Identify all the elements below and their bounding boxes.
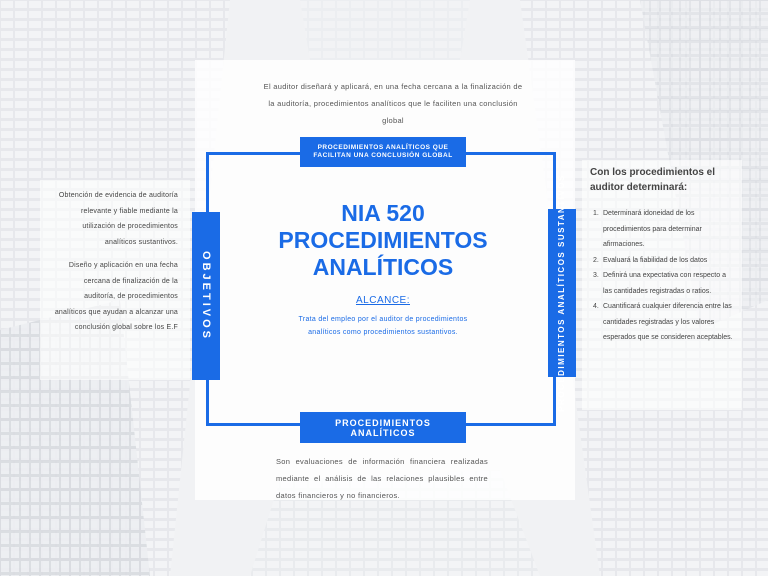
list-item xyxy=(593,268,733,299)
right-label-box xyxy=(548,174,576,412)
page-title xyxy=(250,200,516,281)
list-number: 3. xyxy=(593,272,599,279)
list-number: 4. xyxy=(593,303,599,310)
determinations-list xyxy=(593,206,733,346)
left-label-box xyxy=(192,212,220,380)
list-item-text: Evaluará la fiabilidad de los datos xyxy=(603,256,708,264)
right-label-text: PROCEDIMIENTOS ANALÍTICOS SUSTANTIVOS xyxy=(557,174,566,412)
top-label-box xyxy=(300,137,466,167)
list-item-text: Definirá una expectativa con respecto a las cantidades registradas o ratios. xyxy=(603,272,726,295)
list-number: 1. xyxy=(593,210,599,217)
title-line-1: NIA 520 xyxy=(341,200,425,226)
top-description: El auditor diseñará y aplicará, en una fecha cercana a la finalización de la auditoría, procedimientos analíticos que le faciliten una conclusión global xyxy=(263,82,523,125)
left-label-text: OBJETIVOS xyxy=(200,251,212,341)
list-item-text: Determinará idoneidad de los procedimientos para determinar afirmaciones. xyxy=(603,210,702,248)
bottom-label-box xyxy=(300,412,466,443)
objective-2: Diseño y aplicación en una fecha cercana de finalización de la auditoría, de procedimientos analíticos que ayudan a alcanzar una conclusión global sobre los E.F xyxy=(54,262,178,331)
diagram-frame xyxy=(206,152,556,426)
bottom-label-text: PROCEDIMIENTOS ANALÍTICOS xyxy=(335,417,431,438)
list-item-text: Cuantificará cualquier diferencia entre las cantidades registradas y los valores esperados que se consideren aceptables. xyxy=(603,303,733,341)
list-item xyxy=(593,299,733,346)
list-item xyxy=(593,206,733,253)
list-item xyxy=(593,253,733,269)
alcance-text: Trata del empleo por el auditor de procedimientos analíticos como procedimientos sustantivos. xyxy=(298,316,468,336)
title-line-2: PROCEDIMIENTOS xyxy=(278,227,488,253)
objective-1: Obtención de evidencia de auditoría relevante y fiable mediante la utilización de procedimientos analíticos sustantivos. xyxy=(58,192,178,246)
title-line-3: ANALÍTICOS xyxy=(312,254,454,280)
alcance-heading: ALCANCE: xyxy=(355,295,410,306)
list-number: 2. xyxy=(593,256,599,264)
bottom-description: Son evaluaciones de información financiera realizadas mediante el análisis de las relaciones plausibles entre datos financieros y no financieros. xyxy=(276,457,488,500)
right-heading: Con los procedimientos el auditor determinará: xyxy=(590,167,716,193)
objectives-text xyxy=(52,188,178,344)
top-label-text: PROCEDIMIENTOS ANALÍTICOS QUE FACILITAN UNA CONCLUSIÓN GLOBAL xyxy=(313,144,453,159)
